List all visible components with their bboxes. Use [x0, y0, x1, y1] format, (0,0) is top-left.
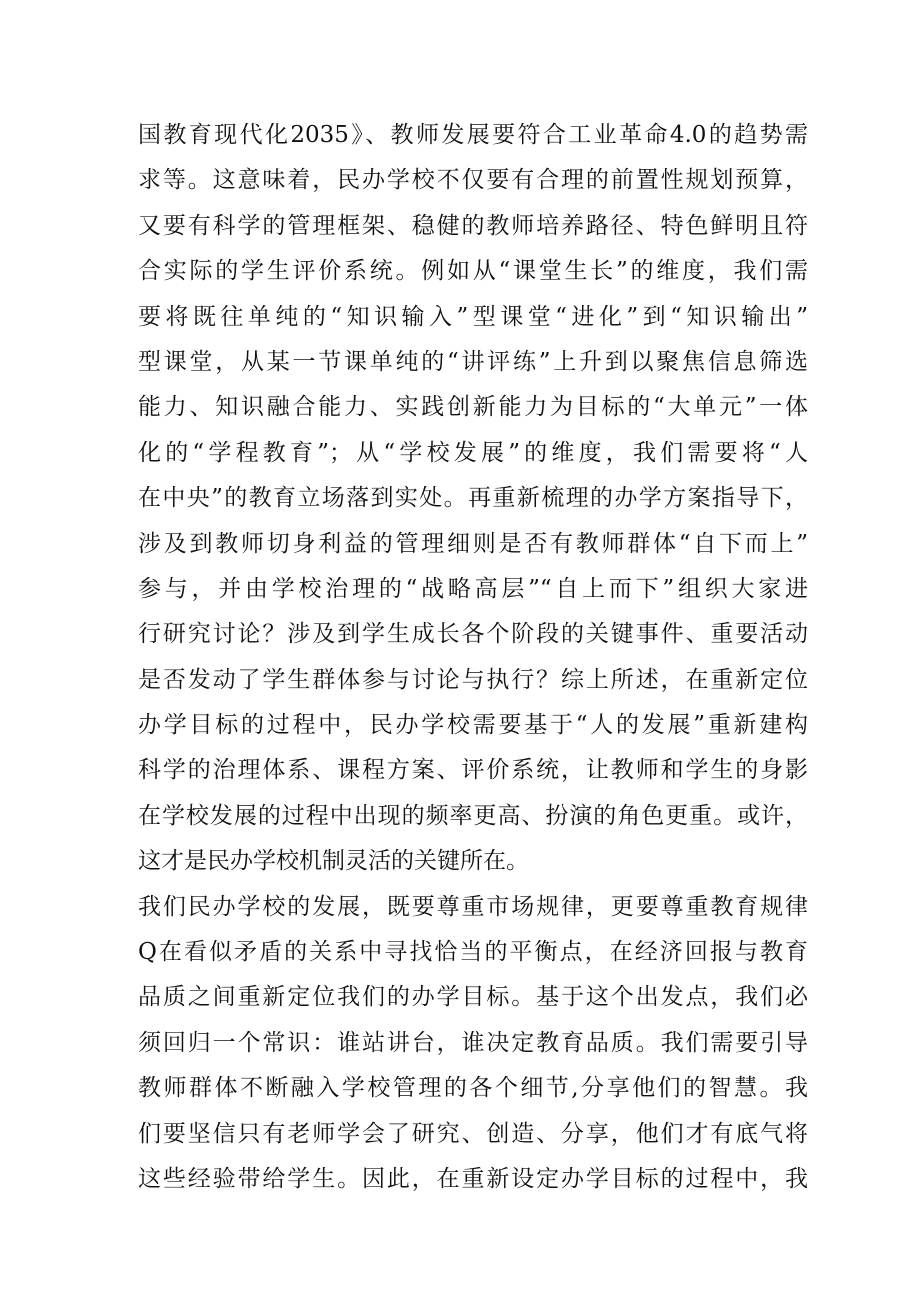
text-line: 们要坚信只有老师学会了研究、创造、分享，他们才有底气将: [138, 1120, 808, 1147]
text-line: 我们民办学校的发展，既要尊重市场规律，更要尊重教育规律: [138, 893, 808, 920]
text-line: 又要有科学的管理框架、稳健的教师培养路径、特色鲜明且符: [138, 212, 808, 239]
text-line: 求等。这意味着，民办学校不仅要有合理的前置性规划预算，: [138, 167, 808, 194]
text-line: 涉及到教师切身利益的管理细则是否有教师群体“自下而上”: [138, 530, 808, 557]
text-line: 化的“学程教育”；从“学校发展”的维度，我们需要将“人: [138, 439, 808, 466]
text-line: 须回归一个常识：谁站讲台，谁决定教育品质。我们需要引导: [138, 1029, 808, 1056]
text-line: 行研究讨论？涉及到学生成长各个阶段的关键事件、重要活动: [138, 621, 808, 648]
text-line: 合实际的学生评价系统。例如从“课堂生长”的维度，我们需: [138, 258, 808, 285]
text-line: 这些经验带给学生。因此，在重新设定办学目标的过程中，我: [138, 1165, 808, 1192]
text-line: 科学的治理体系、课程方案、评价系统，让教师和学生的身影: [138, 757, 808, 784]
text-line: 能力、知识融合能力、实践创新能力为目标的“大单元”一体: [138, 394, 808, 421]
text-line: 在中央”的教育立场落到实处。再重新梳理的办学方案指导下，: [138, 485, 808, 512]
text-line: 在学校发展的过程中出现的频率更高、扮演的角色更重。或许，: [138, 802, 808, 829]
text-line: Q在看似矛盾的关系中寻找恰当的平衡点，在经济回报与教育: [138, 939, 808, 966]
text-line: 教师群体不断融入学校管理的各个细节,分享他们的智慧。我: [138, 1075, 808, 1102]
text-line: 型课堂，从某一节课单纯的“讲评练”上升到以聚焦信息筛选: [138, 348, 808, 375]
text-line: 办学目标的过程中，民办学校需要基于“人的发展”重新建构: [138, 712, 808, 739]
text-line: 是否发动了学生群体参与讨论与执行？综上所述，在重新定位: [138, 666, 808, 693]
text-line: 国教育现代化2035》、教师发展要符合工业革命4.0的趋势需: [138, 122, 808, 148]
text-line: 要将既往单纯的“知识输入”型课堂“进化”到“知识输出”: [138, 303, 808, 330]
text-line: 参与，并由学校治理的“战略高层”“自上而下”组织大家进: [138, 575, 808, 602]
paragraph-end-line: 这才是民办学校机制灵活的关键所在。: [138, 848, 529, 875]
body-text: [138, 113, 808, 1202]
text-line: 品质之间重新定位我们的办学目标。基于这个出发点，我们必: [138, 984, 808, 1011]
